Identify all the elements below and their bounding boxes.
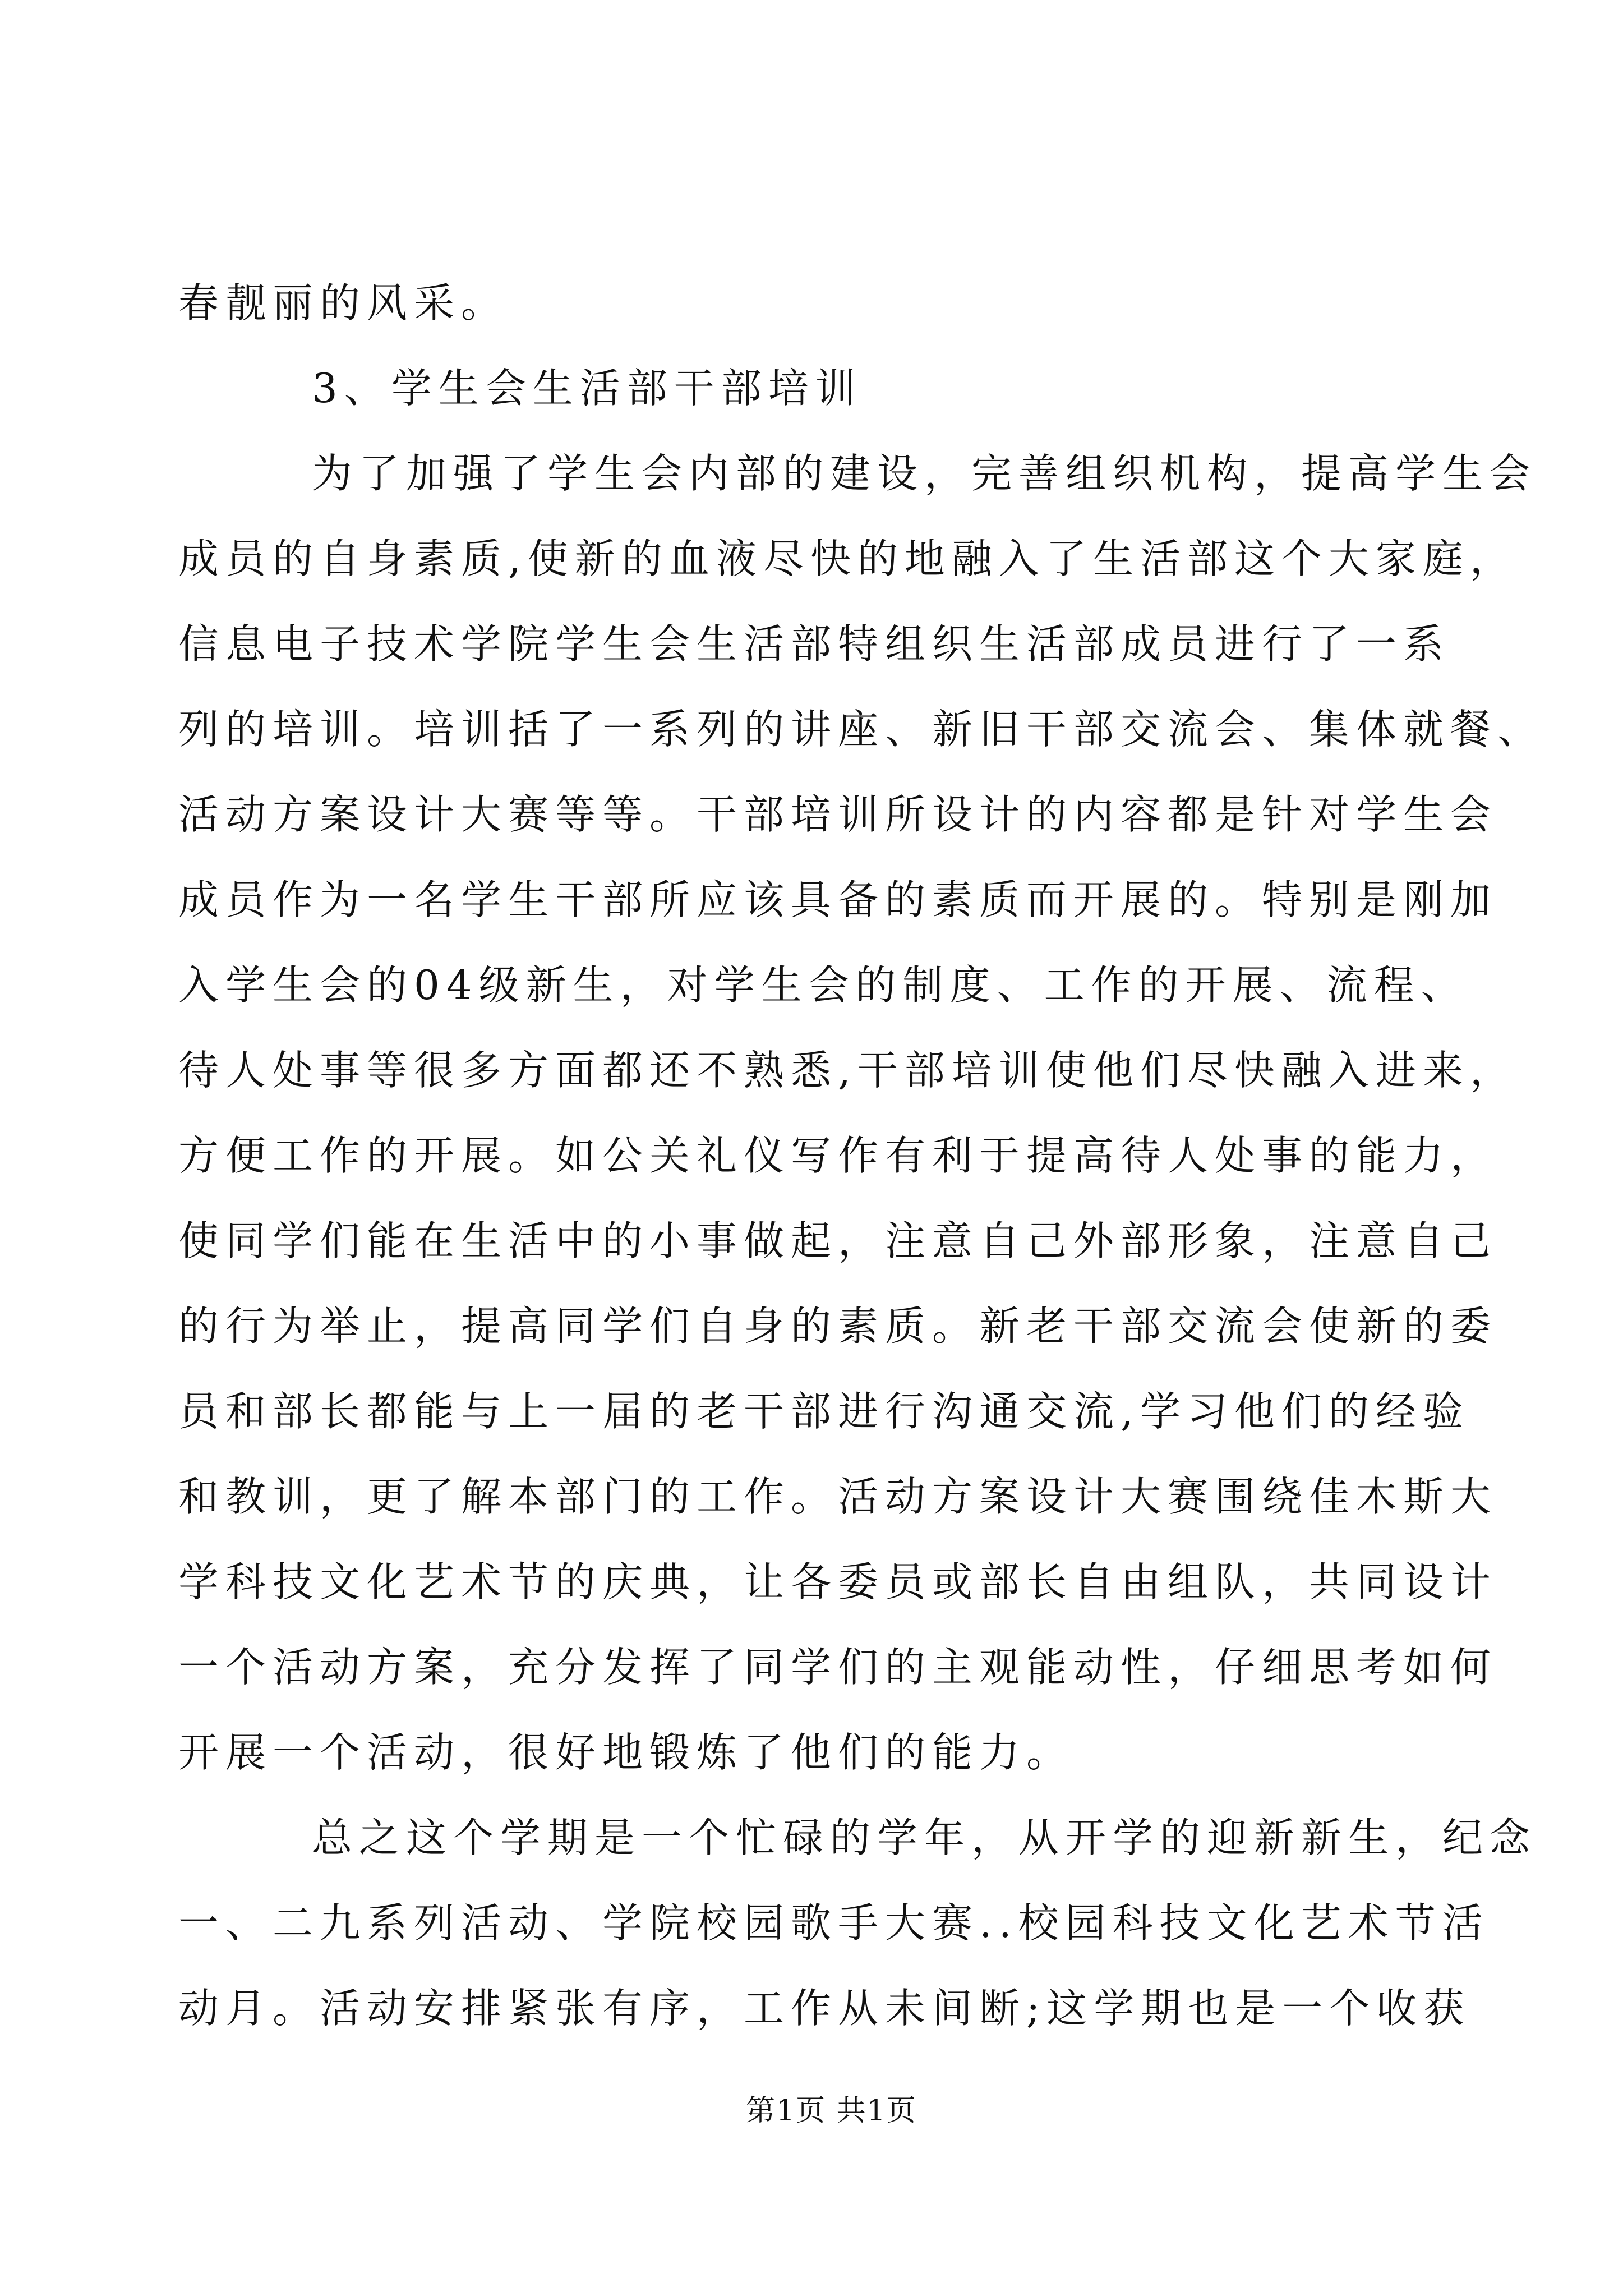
paragraph-line-16: 开展一个活动，很好地锻炼了他们的能力。 — [178, 1729, 1074, 1776]
paragraph-line-13: 和教训，更了解本部门的工作。活动方案设计大赛围绕佳木斯大 — [178, 1473, 1498, 1520]
section-heading: 3、学生会生活部干部培训 — [312, 365, 863, 412]
paragraph-line-12: 员和部长都能与上一届的老干部进行沟通交流,学习他们的经验 — [178, 1388, 1470, 1435]
paragraph-line-8: 待人处事等很多方面都还不熟悉,干部培训使他们尽快融入进来， — [178, 1047, 1517, 1094]
paragraph-line-9: 方便工作的开展。如公关礼仪写作有利于提高待人处事的能力， — [178, 1132, 1498, 1179]
summary-line-2: 一、二九系列活动、学院校园歌手大赛..校园科技文化艺术节活 — [178, 1899, 1490, 1947]
page-number-footer: 第1页 共1页 — [746, 2094, 917, 2128]
text-line-1: 春靓丽的风采。 — [178, 279, 509, 326]
paragraph-line-1: 为了加强了学生会内部的建设，完善组织机构，提高学生会 — [312, 450, 1537, 497]
paragraph-line-7: 入学生会的04级新生，对学生会的制度、工作的开展、流程、 — [178, 961, 1468, 1009]
paragraph-line-4: 列的培训。培训括了一系列的讲座、新旧干部交流会、集体就餐、 — [178, 706, 1545, 753]
summary-line-1: 总之这个学期是一个忙碌的学年，从开学的迎新新生，纪念 — [312, 1814, 1537, 1861]
paragraph-line-2: 成员的自身素质,使新的血液尽快的地融入了生活部这个大家庭， — [178, 535, 1517, 582]
paragraph-line-14: 学科技文化艺术节的庆典，让各委员或部长自由组队，共同设计 — [178, 1558, 1498, 1605]
paragraph-line-5: 活动方案设计大赛等等。干部培训所设计的内容都是针对学生会 — [178, 791, 1498, 838]
paragraph-line-11: 的行为举止，提高同学们自身的素质。新老干部交流会使新的委 — [178, 1303, 1498, 1350]
paragraph-line-6: 成员作为一名学生干部所应该具备的素质而开展的。特别是刚加 — [178, 876, 1498, 923]
paragraph-line-15: 一个活动方案，充分发挥了同学们的主观能动性，仔细思考如何 — [178, 1644, 1498, 1691]
paragraph-line-3: 信息电子技术学院学生会生活部特组织生活部成员进行了一系 — [178, 620, 1451, 668]
paragraph-line-10: 使同学们能在生活中的小事做起，注意自己外部形象，注意自己 — [178, 1217, 1498, 1264]
summary-line-3: 动月。活动安排紧张有序，工作从未间断;这学期也是一个收获 — [178, 1985, 1471, 2032]
